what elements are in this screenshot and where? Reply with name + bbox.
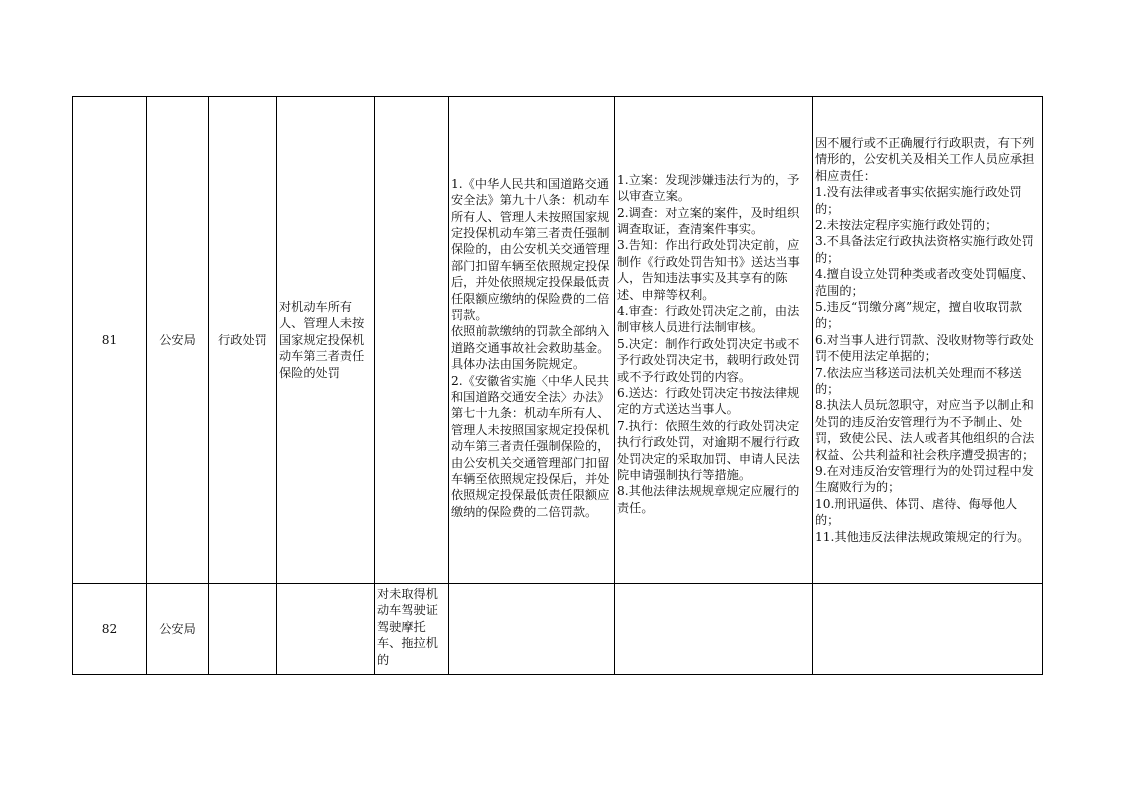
responsibility-item: 1.没有法律或者事实依据实施行政处罚的； xyxy=(815,185,1022,216)
row-number: 82 xyxy=(73,584,147,675)
procedure-step: 6.送达：行政处罚决定书按法律规定的方式送达当事人。 xyxy=(617,386,800,417)
table-row xyxy=(73,97,1043,584)
responsibility-item: 8.执法人员玩忽职守，对应当予以制止和处罚的违反治安管理行为不予制止、处罚，致使公民、法人或者其他组织的合法权益、公共利益和社会秩序遭受损害的； xyxy=(815,398,1035,462)
procedure-cell xyxy=(615,97,813,584)
responsibility-item: 7.依法应当移送司法机关处理而不移送的； xyxy=(815,365,1022,397)
procedure-step: 2.调查：对立案的案件，及时组织调查取证，查清案件事实。 xyxy=(617,205,800,236)
procedure-cell xyxy=(615,584,813,675)
legal-basis-paragraph: 1.《中华人民共和国道路交通安全法》第九十八条：机动车所有人、管理人未按照国家规定投保机动车第三者责任强制保险的，由公安机关交通管理部门扣留车辆至依照规定投保后，并处依照规定投保最低责任限额应缴纳的保险费的二倍罚款。 xyxy=(451,176,610,322)
power-name-cell: 对机动车所有人、管理人未按国家规定投保机动车第三者责任保险的处罚 xyxy=(277,97,375,584)
legal-basis-cell xyxy=(449,97,615,584)
responsibility-item: 9.在对违反治安管理行为的处罚过程中发生腐败行为的； xyxy=(815,464,1034,495)
legal-basis-paragraph: 依照前款缴纳的罚款全部纳入道路交通事故社会救助基金。具体办法由国务院规定。 xyxy=(451,324,610,372)
row-number: 81 xyxy=(73,97,147,584)
power-name-cell xyxy=(277,584,375,675)
responsibility-cell xyxy=(813,584,1043,675)
responsibility-item: 10.刑讯逼供、体罚、虐待、侮辱他人的； xyxy=(815,496,1018,528)
power-list-table xyxy=(72,96,1043,675)
responsibility-item: 2.未按法定程序实施行政处罚的； xyxy=(815,217,998,232)
department-cell: 公安局 xyxy=(147,97,209,584)
responsibility-item: 11.其他违反法律法规政策规定的行为。 xyxy=(815,529,1030,544)
responsibility-item: 6.对当事人进行罚款、没收财物等行政处罚不使用法定单据的； xyxy=(815,332,1034,364)
power-type-cell xyxy=(209,584,277,675)
procedure-step: 1.立案：发现涉嫌违法行为的，予以审查立案。 xyxy=(617,172,800,204)
responsibility-item: 4.擅自设立处罚种类或者改变处罚幅度、范围的； xyxy=(815,267,1034,298)
responsibility-item: 5.违反“罚缴分离”规定，擅自收取罚款的； xyxy=(815,299,1022,331)
legal-basis-cell xyxy=(449,584,615,675)
procedure-step: 4.审查：行政处罚决定之前，由法制审核人员进行法制审核。 xyxy=(617,303,800,335)
power-type-cell: 行政处罚 xyxy=(209,97,277,584)
procedure-step: 7.执行：依照生效的行政处罚决定执行行政处罚，对逾期不履行行政处罚决定的采取加罚、申请人民法院申请强制执行等措施。 xyxy=(617,418,800,483)
sub-item-cell: 对未取得机动车驾驶证驾驶摩托车、拖拉机的 xyxy=(375,584,449,675)
legal-basis-paragraph: 2.《安徽省实施〈中华人民共和国道路交通安全法〉办法》第七十九条：机动车所有人、管理人未按照国家规定投保机动车第三者责任强制保险的，由公安机关交通管理部门扣留车辆至依照规定投保后，并处依照规定投保最低责任限额应缴纳的保险费的二倍罚款。 xyxy=(451,373,610,519)
responsibility-item: 因不履行或不正确履行行政职责，有下列情形的，公安机关及相关工作人员应承担相应责任： xyxy=(815,135,1035,183)
table-row xyxy=(73,584,1043,675)
responsibility-cell xyxy=(813,97,1043,584)
procedure-step: 8.其他法律法规规章规定应履行的责任。 xyxy=(617,484,800,515)
sub-item-cell xyxy=(375,97,449,584)
procedure-step: 5.决定：制作行政处罚决定书或不予行政处罚决定书，载明行政处罚或不予行政处罚的内容。 xyxy=(617,336,800,384)
procedure-step: 3.告知：作出行政处罚决定前，应制作《行政处罚告知书》送达当事人，告知违法事实及其享有的陈述、申辩等权利。 xyxy=(617,238,800,302)
responsibility-item: 3.不具备法定行政执法资格实施行政处罚的； xyxy=(815,234,1034,265)
department-cell: 公安局 xyxy=(147,584,209,675)
